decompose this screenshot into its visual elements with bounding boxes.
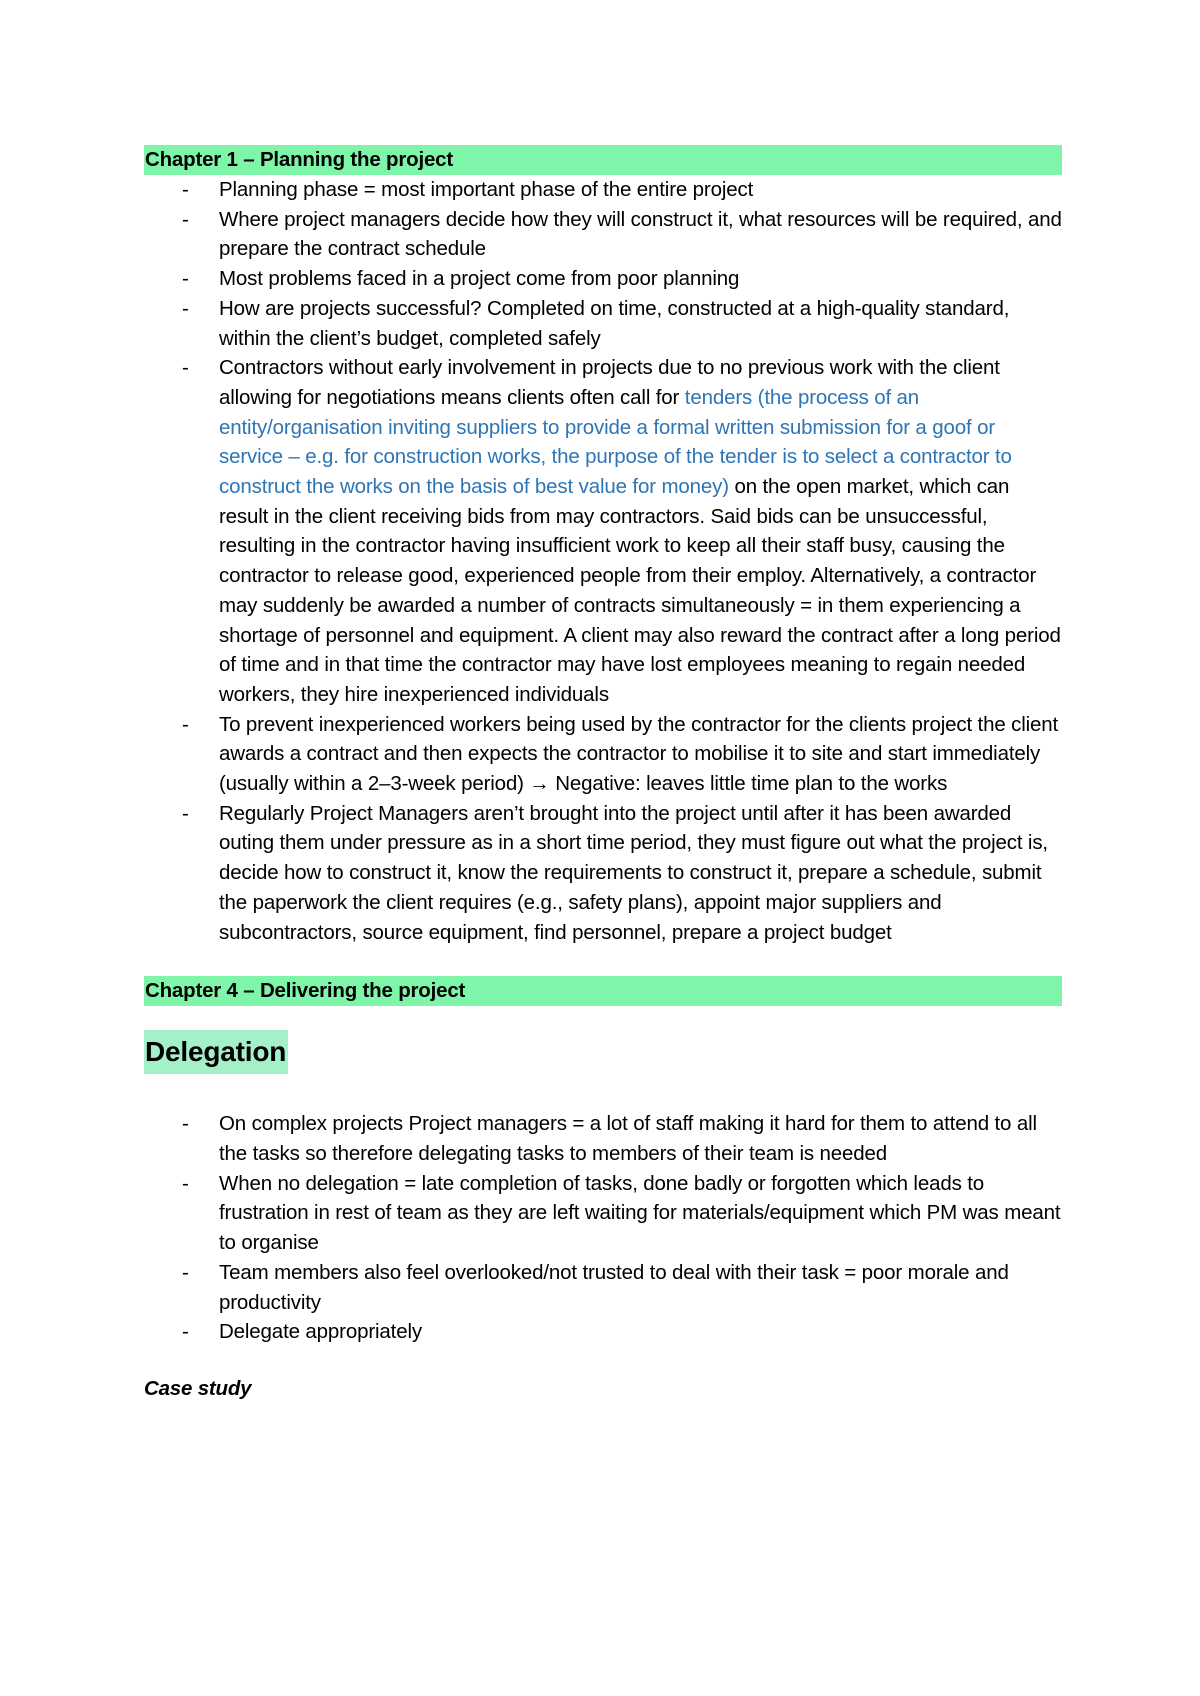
bullet-dash: - (182, 1112, 189, 1136)
list-item (144, 264, 1062, 294)
section-title-row (144, 1030, 1062, 1074)
bullet-text: To prevent inexperienced workers being used by the contractor for the clients project the client awards a contract and then expects the contractor to mobilise it to site and start immediately (usually within a 2–3-week period) → Negative: leaves little time plan to the works (219, 712, 1059, 796)
bullet-dash: - (182, 712, 189, 736)
delegation-bullet-list (144, 1109, 1062, 1347)
list-item (144, 1169, 1062, 1258)
bullet-dash: - (182, 801, 189, 825)
bullet-text: Where project managers decide how they will construct it, what resources will be required, and prepare the contract schedule (219, 207, 1062, 261)
bullet-dash: - (182, 356, 189, 380)
list-item (144, 205, 1062, 264)
section-title-delegation: Delegation (144, 1030, 288, 1074)
tender-definition: tenders (the process of an entity/organisation inviting suppliers to provide a formal written submission for a goof or service – e.g. for construction works, the purpose of the tender is to select a contractor to construct the works on the basis of best value for money) (219, 385, 1012, 499)
list-item (144, 1109, 1062, 1168)
bullet-dash: - (182, 1171, 189, 1195)
bullet-text-intro: Contractors without early involvement in projects due to no previous work with the client allowing for negotiations means clients often call for (219, 356, 1000, 409)
bullet-dash: - (182, 296, 189, 320)
bullet-dash: - (182, 207, 189, 231)
bullet-dash: - (182, 267, 189, 291)
list-item (144, 1317, 1062, 1347)
list-item (144, 353, 1062, 709)
bullet-dash: - (182, 1260, 189, 1284)
list-item (144, 710, 1062, 799)
bullet-text: Delegate appropriately (219, 1320, 422, 1344)
bullet-text: How are projects successful? Completed on time, constructed at a high-quality standard, within the client’s budget, completed safely (219, 296, 1010, 350)
chapter-1-heading: Chapter 1 – Planning the project (144, 145, 1062, 175)
bullet-text: Planning phase = most important phase of the entire project (219, 178, 754, 201)
list-item (144, 1258, 1062, 1317)
bullet-text: Regularly Project Managers aren’t brought into the project until after it has been awarded outing them under pressure as in a short time period, they must figure out what the project is, decide how to construct it, know the requirements to construct it, prepare a schedule, submit the paperwork the client requires (e.g., safety plans), appoint major suppliers and subcontractors, source equipment, find personnel, prepare a project budget (219, 801, 1048, 944)
bullet-text: Most problems faced in a project come from poor planning (219, 267, 740, 291)
bullet-text: On complex projects Project managers = a lot of staff making it hard for them to attend to all the tasks so therefore delegating tasks to members of their team is needed (219, 1112, 1037, 1165)
bullet-text-continued: on the open market, which can result in the client receiving bids from may contractors. Said bids can be unsuccessful, resulting in the contractor having insufficient work to keep all their staff busy, causing the contractor to release good, experienced people from their employ. Alternatively, a contractor may suddenly be awarded a number of contracts simultaneously = in them experiencing a shortage of personnel and equipment. A client may also reward the contract after a long period of time and in that time the contractor may have lost employees meaning to regain needed workers, they hire inexperienced individuals (219, 475, 1061, 706)
chapter-4-heading: Chapter 4 – Delivering the project (144, 976, 1062, 1006)
bullet-dash: - (182, 1320, 189, 1344)
list-item (144, 175, 1062, 205)
bullet-text: When no delegation = late completion of tasks, done badly or forgotten which leads to frustration in rest of team as they are left waiting for materials/equipment which PM was meant to organise (219, 1171, 1061, 1255)
bullet-dash: - (182, 178, 189, 201)
list-item (144, 294, 1062, 353)
list-item (144, 799, 1062, 948)
bullet-text: Team members also feel overlooked/not trusted to deal with their task = poor morale and productivity (219, 1260, 1009, 1314)
chapter-1-bullet-list (144, 175, 1062, 947)
case-study-heading: Case study (144, 1376, 252, 1400)
document-content (144, 145, 1062, 1404)
